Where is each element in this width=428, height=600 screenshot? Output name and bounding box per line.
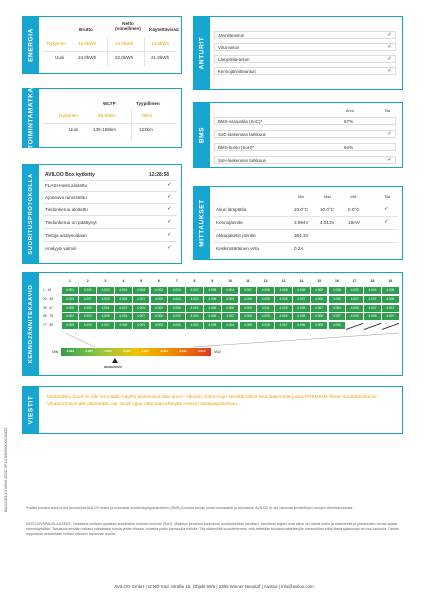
cell-voltage: 4.004 [133,305,150,312]
row-label: 39 - 57 [43,305,53,310]
meas-label: Akkupaketin jännite [216,233,256,238]
cell-voltage: 4.003 [151,287,168,294]
kaavio-tab: KENNOJÄNNITEKAAVIO [23,273,39,375]
energia-row-current-label: Nykyinen [47,41,66,46]
cell-voltage: 4.007 [382,313,399,320]
legend-min-label: MIN [52,350,59,354]
col-header: 19 [388,279,393,283]
col-tila: Tila [384,195,390,199]
suoritus-tab: SUORITUSPROTOKOLLA [23,165,39,263]
suoritus-title: AVILOO Box kytketty [45,172,95,178]
meas-max: 4.013V [320,220,335,225]
cell-voltage: 4.004 [329,305,346,312]
energia-row-new-label: Uusi [55,55,65,60]
cell-voltage: 4.004 [222,322,239,329]
cell-voltage: 4.009 [293,287,310,294]
row-label: 77 - 95 [43,323,53,328]
col-tyypillinen: Tyypillinen [136,101,160,106]
cell-voltage: 4.006 [329,322,346,329]
toimintamatka-card [22,88,182,148]
col-brutto: Brutto [79,27,93,32]
meas-label: Akun lämpötila [216,207,247,212]
cell-voltage: 4.013 [382,305,399,312]
cell-voltage: 4.006 [168,305,185,312]
toimintamatka-tab: TOIMINTAMATKA [23,89,39,147]
cell-voltage: 4.003 [79,313,96,320]
viestit-card [22,386,403,434]
footer-address: AVILOO GmbH | IZ NÖ Süd, Straße 16, Objekt 69/5 | 2355 Wiener Neudorf | Austria | info@aviloo.com [114,584,314,589]
check-icon: ✓ [167,182,172,188]
check-icon: ✓ [387,68,392,74]
cell-voltage: 4.005 [204,322,221,329]
average-arrow-icon [112,358,118,363]
cell-voltage: 4.004 [79,322,96,329]
cell-voltage: 4.007 [329,313,346,320]
col-header: 16 [335,279,339,283]
cell-voltage: 4.001 [133,322,150,329]
anturit-card [193,16,403,90]
cell-voltage: 4.002 [62,313,79,320]
col-header: 2 [86,279,89,283]
meas-min: 10.0°C [294,207,309,212]
check-icon: ✓ [167,245,172,251]
col-header: 5 [140,279,143,283]
suoritus-item: Tiedonkeruu aloitettu [45,207,88,212]
range-current-typ: 79km [141,113,153,118]
cell-voltage: 4.007 [311,305,328,312]
legend-value: 4.009 [160,349,168,353]
cell-voltage: 4.005 [240,305,257,312]
check-icon: ✓ [387,157,392,163]
cell-voltage: 4.005 [240,322,257,329]
cell-voltage: 4.002 [186,296,203,303]
cell-voltage: 4.009 [168,313,185,320]
cell-voltage: 4.008 [257,322,274,329]
cell-voltage: 4.007 [364,305,381,312]
row-label: 58 - 76 [43,314,53,319]
cell-voltage: 4.005 [79,287,96,294]
kaavio-card [22,272,403,376]
meas-label: Kennojännite [216,220,243,225]
suoritus-item: FLASH-testi aloitettu [45,183,88,188]
cell-voltage: 4.005 [346,313,363,320]
energia-row-current-kaytettava: 13.6kWh [151,41,170,46]
cell-voltage: 4.006 [151,313,168,320]
cell-voltage: 4.002 [240,287,257,294]
mittaukset-card [193,186,403,260]
cell-voltage: 4.007 [97,322,114,329]
suoritus-item: Analyysi valmis [45,246,77,251]
suoritus-card [22,164,182,264]
legend-value: 3.994 [66,349,75,353]
viestit-tab: VIESTIT [23,387,39,433]
meas-min: 384.3V [294,233,309,238]
energia-card [22,16,182,74]
average-label: KESKIARVO [104,365,122,369]
zoom-lines [23,273,404,377]
meas-max: 10.0°C [320,207,335,212]
energia-row-current-brutto: 15.6kWh [78,41,97,46]
cell-voltage: 4.006 [293,322,310,329]
cell-voltage: 4.004 [364,287,381,294]
col-header: 6 [157,279,160,283]
meas-label: Keskimääräinen virta [216,246,259,251]
cell-voltage: 4.006 [168,322,185,329]
cell-voltage: 4.005 [62,322,79,329]
cell-voltage: 4.007 [133,313,150,320]
cell-voltage: 4.003 [257,313,274,320]
col-vali: Väli [350,195,357,199]
suoritus-item: Ajoneuvo tunnistettu [45,195,87,200]
cell-voltage: 4.005 [151,322,168,329]
cell-voltage: 4.005 [311,296,328,303]
energia-row-new-kaytettava: 21.0kWh [151,55,170,60]
cell-voltage: 4.005 [311,322,328,329]
col-header: 14 [299,279,304,283]
cell-voltage: 4.004 [275,313,292,320]
cell-voltage: 4.004 [133,287,150,294]
cell-voltage: 4.005 [97,296,114,303]
cell-voltage: 4.006 [275,287,292,294]
bms-soh-value: 64% [344,145,354,150]
range-new-typ: 122km [139,127,153,132]
check-icon: ✓ [387,44,392,50]
bms-soc-value: 67% [344,119,354,124]
col-header: 11 [246,279,250,283]
cell-voltage: 4.006 [257,287,274,294]
cell-voltage: 4.003 [62,296,79,303]
cell-voltage: 4.005 [311,287,328,294]
cell-voltage: 4.007 [79,296,96,303]
col-netto: Netto (nimellinen) [115,21,141,31]
footnote-disclaimer: VASTUUVAPAUSLAUSEKE: Tarkastus voidaan apaakan suoritusten kurkoisi kunnosi (SoH). Määritys perustuu kuninasan auokkoinnahin lakollam. Jannikset anjuini ovat elinsi vei toimat loatin ja maanteellä ja pitoisuuden vertaa sijaaa eteenkäyttöihin. Tarkastus tehtään mittaus vaihdaaksi tuleva yhden tilassa, huolelta yhdin karimuulla riistolla. Täy säännöillä suosittelemme, että esitetään tulokset määrittelylle toimintotilan eliöa tässä sijainnissa tai muu lauiosta. Tämän loppuosaa tarkistetaan erittäin ulkoisiin toiminnan avulla. [26,522,399,536]
cell-voltage: 4.004 [222,296,239,303]
row-label: 20 - 38 [43,296,53,301]
col-wltp: WLTP [103,101,116,106]
energia-tab: ENERGIA [23,17,39,73]
cell-voltage: 4.006 [311,313,328,320]
bms-item: BMS-kunto (SoH)* [214,143,396,151]
meas-vali: 19mV [348,220,361,225]
cell-voltage: 4.005 [186,322,203,329]
col-header: 15 [317,279,321,283]
cell-voltage: 4.005 [382,287,399,294]
cell-voltage: 4.005 [151,305,168,312]
col-kaytettava: Käytettävissä [149,27,179,32]
cell-voltage: 4.003 [186,287,203,294]
suoritus-time: 12:28:58 [149,172,170,178]
cell-voltage: 4.006 [364,313,381,320]
cell-voltage: 4.007 [115,305,132,312]
cell-voltage: 4.004 [222,287,239,294]
cell-voltage: 4.004 [168,287,185,294]
anturit-item: Jännitteanturi ✓ [214,31,396,39]
cell-voltage: 4.006 [329,287,346,294]
cell-voltage: 4.006 [382,296,399,303]
bms-tab: BMS [194,103,210,167]
row-label: 1 - 19 [43,288,52,292]
cell-voltage: 4.001 [62,287,79,294]
cell-voltage: 4.006 [97,313,114,320]
check-icon: ✓ [167,219,172,225]
cell-voltage: 4.005 [240,313,257,320]
col-tila: Tila [384,109,390,113]
cell-voltage: 4.004 [115,313,132,320]
col-header: 4 [122,279,125,283]
bms-item: SoH-laskennan tarkkuus ✓ [214,156,396,164]
check-icon: ✓ [387,32,392,38]
mittaukset-tab: MITTAUKSET [194,187,210,259]
anturit-item: Virta-anturi ✓ [214,43,396,51]
legend-value: 4.011 [179,349,187,353]
cell-voltage: 4.006 [204,305,221,312]
cell-voltage: 4.005 [257,296,274,303]
range-new-label: Uusi [69,127,79,132]
col-header: 17 [352,279,357,283]
cell-voltage: 4.007 [364,296,381,303]
cell-voltage: 4.005 [115,322,132,329]
cell-voltage: 4.005 [151,296,168,303]
cell-voltage: 4.006 [275,296,292,303]
cell-voltage: 4.005 [204,287,221,294]
cell-voltage: 4.008 [346,305,363,312]
bms-item: SoC-laskennan tarkkuus ✓ [214,130,396,138]
energia-row-new-netto: 22.0kWh [115,55,134,60]
anturit-item: Lämpötila-anturi ✓ [214,55,396,63]
check-icon: ✓ [167,194,172,200]
cell-voltage: 4.011 [222,313,239,320]
col-header: 7 [175,279,178,283]
footnote-values: *Kaikki kuvatut arvot ja tila perustuvat AVILOO testin ja sopeasiat suorituskykyparametrien (BMS) luvuista arvoja, joiltai normaalioit ja aikoaavat. AVILOO ei ota vastuuta ilmoitettujen arvojen oikeellisuudesta. [26,506,354,510]
col-header: 18 [370,279,375,283]
col-header: 3 [104,279,107,283]
suoritus-item: Tietoja analysoidaan [45,233,87,238]
energia-row-new-brutto: 24.0kWh [78,55,97,60]
meas-min: 0.2A [294,246,304,251]
check-icon: ✓ [384,206,389,212]
col-header: 9 [211,279,214,283]
cell-voltage: 4.003 [346,287,363,294]
col-header: 8 [193,279,196,283]
bms-card [193,102,403,168]
cell-voltage: 4.005 [275,305,292,312]
legend-value: 4.013 [197,349,206,353]
side-document-code: BAXXI03:14 1668 425C 9F14 0396XXXX00432 [3,427,8,512]
cell-voltage: 4.001 [97,305,114,312]
col-header: 12 [263,279,268,283]
meas-min: 3.994V [294,220,309,225]
legend-value: 4.003 [104,349,112,353]
col-max: Max [324,195,332,199]
col-header: 10 [228,279,232,283]
cell-voltage: 4.007 [346,296,363,303]
check-icon: ✓ [167,206,172,212]
col-arvo: Arvo [346,109,354,113]
cell-voltage: 4.006 [293,305,310,312]
legend-value: 4.005 [122,349,131,353]
range-current-label: Nykyinen [59,113,78,118]
cell-voltage: 4.006 [62,305,79,312]
cell-voltage: 4.006 [293,313,310,320]
col-header: 1 [68,279,71,283]
cell-voltage: 4.006 [204,313,221,320]
cell-voltage: 4.006 [204,296,221,303]
cell-voltage: 4.004 [168,296,185,303]
range-new-wltp: 135-158km [93,127,116,132]
cell-voltage: 4.001 [115,287,132,294]
check-icon: ✓ [387,131,392,137]
cell-voltage: 4.006 [329,296,346,303]
anturit-tab: ANTURIT [194,17,210,89]
legend-max-label: MAX [214,350,222,354]
energia-row-current-netto: 14.0kWh [115,41,134,46]
cell-voltage: 4.003 [97,287,114,294]
legend-value: 4.007 [141,349,150,353]
cell-voltage: 4.007 [293,296,310,303]
cell-voltage: 4.007 [275,322,292,329]
viestit-text: Mahdollisty Sovit on alle normaalin käytön aiuisemiini tilan arvon. Alkosen Sahm sujo selvittämässä lista laajemmat juuka PREMIUM-Testin suorittamista tai Vikaanrmokymalle jälpeetään ole. Sovit ugua ottamaan yhteyttä Aviloon asiakaspalveluun. [47,395,377,407]
cell-voltage: 4.004 [186,313,203,320]
col-header: 13 [281,279,286,283]
bms-item: BMS-varaustila (SoC)* [214,117,396,125]
check-icon: ✓ [384,219,389,225]
range-current-wltp: 88-99km [98,113,116,118]
cell-voltage: 4.006 [222,305,239,312]
cell-voltage: 4.001 [186,305,203,312]
cell-voltage: 4.011 [257,305,274,312]
cell-voltage: 4.001 [133,296,150,303]
anturit-item: Kennojännitteanturi ✓ [214,67,396,75]
check-icon: ✓ [387,56,392,62]
legend-value: 4.001 [85,349,93,353]
meas-vali: 0.0°C [348,207,360,212]
cell-voltage: 4.004 [115,296,132,303]
cell-voltage: 4.005 [79,305,96,312]
col-min: Min [298,195,305,199]
cell-voltage: 4.005 [240,296,257,303]
check-icon: ✓ [167,232,172,238]
suoritus-item: Tiedonkeruu on päättynyt [45,220,97,225]
